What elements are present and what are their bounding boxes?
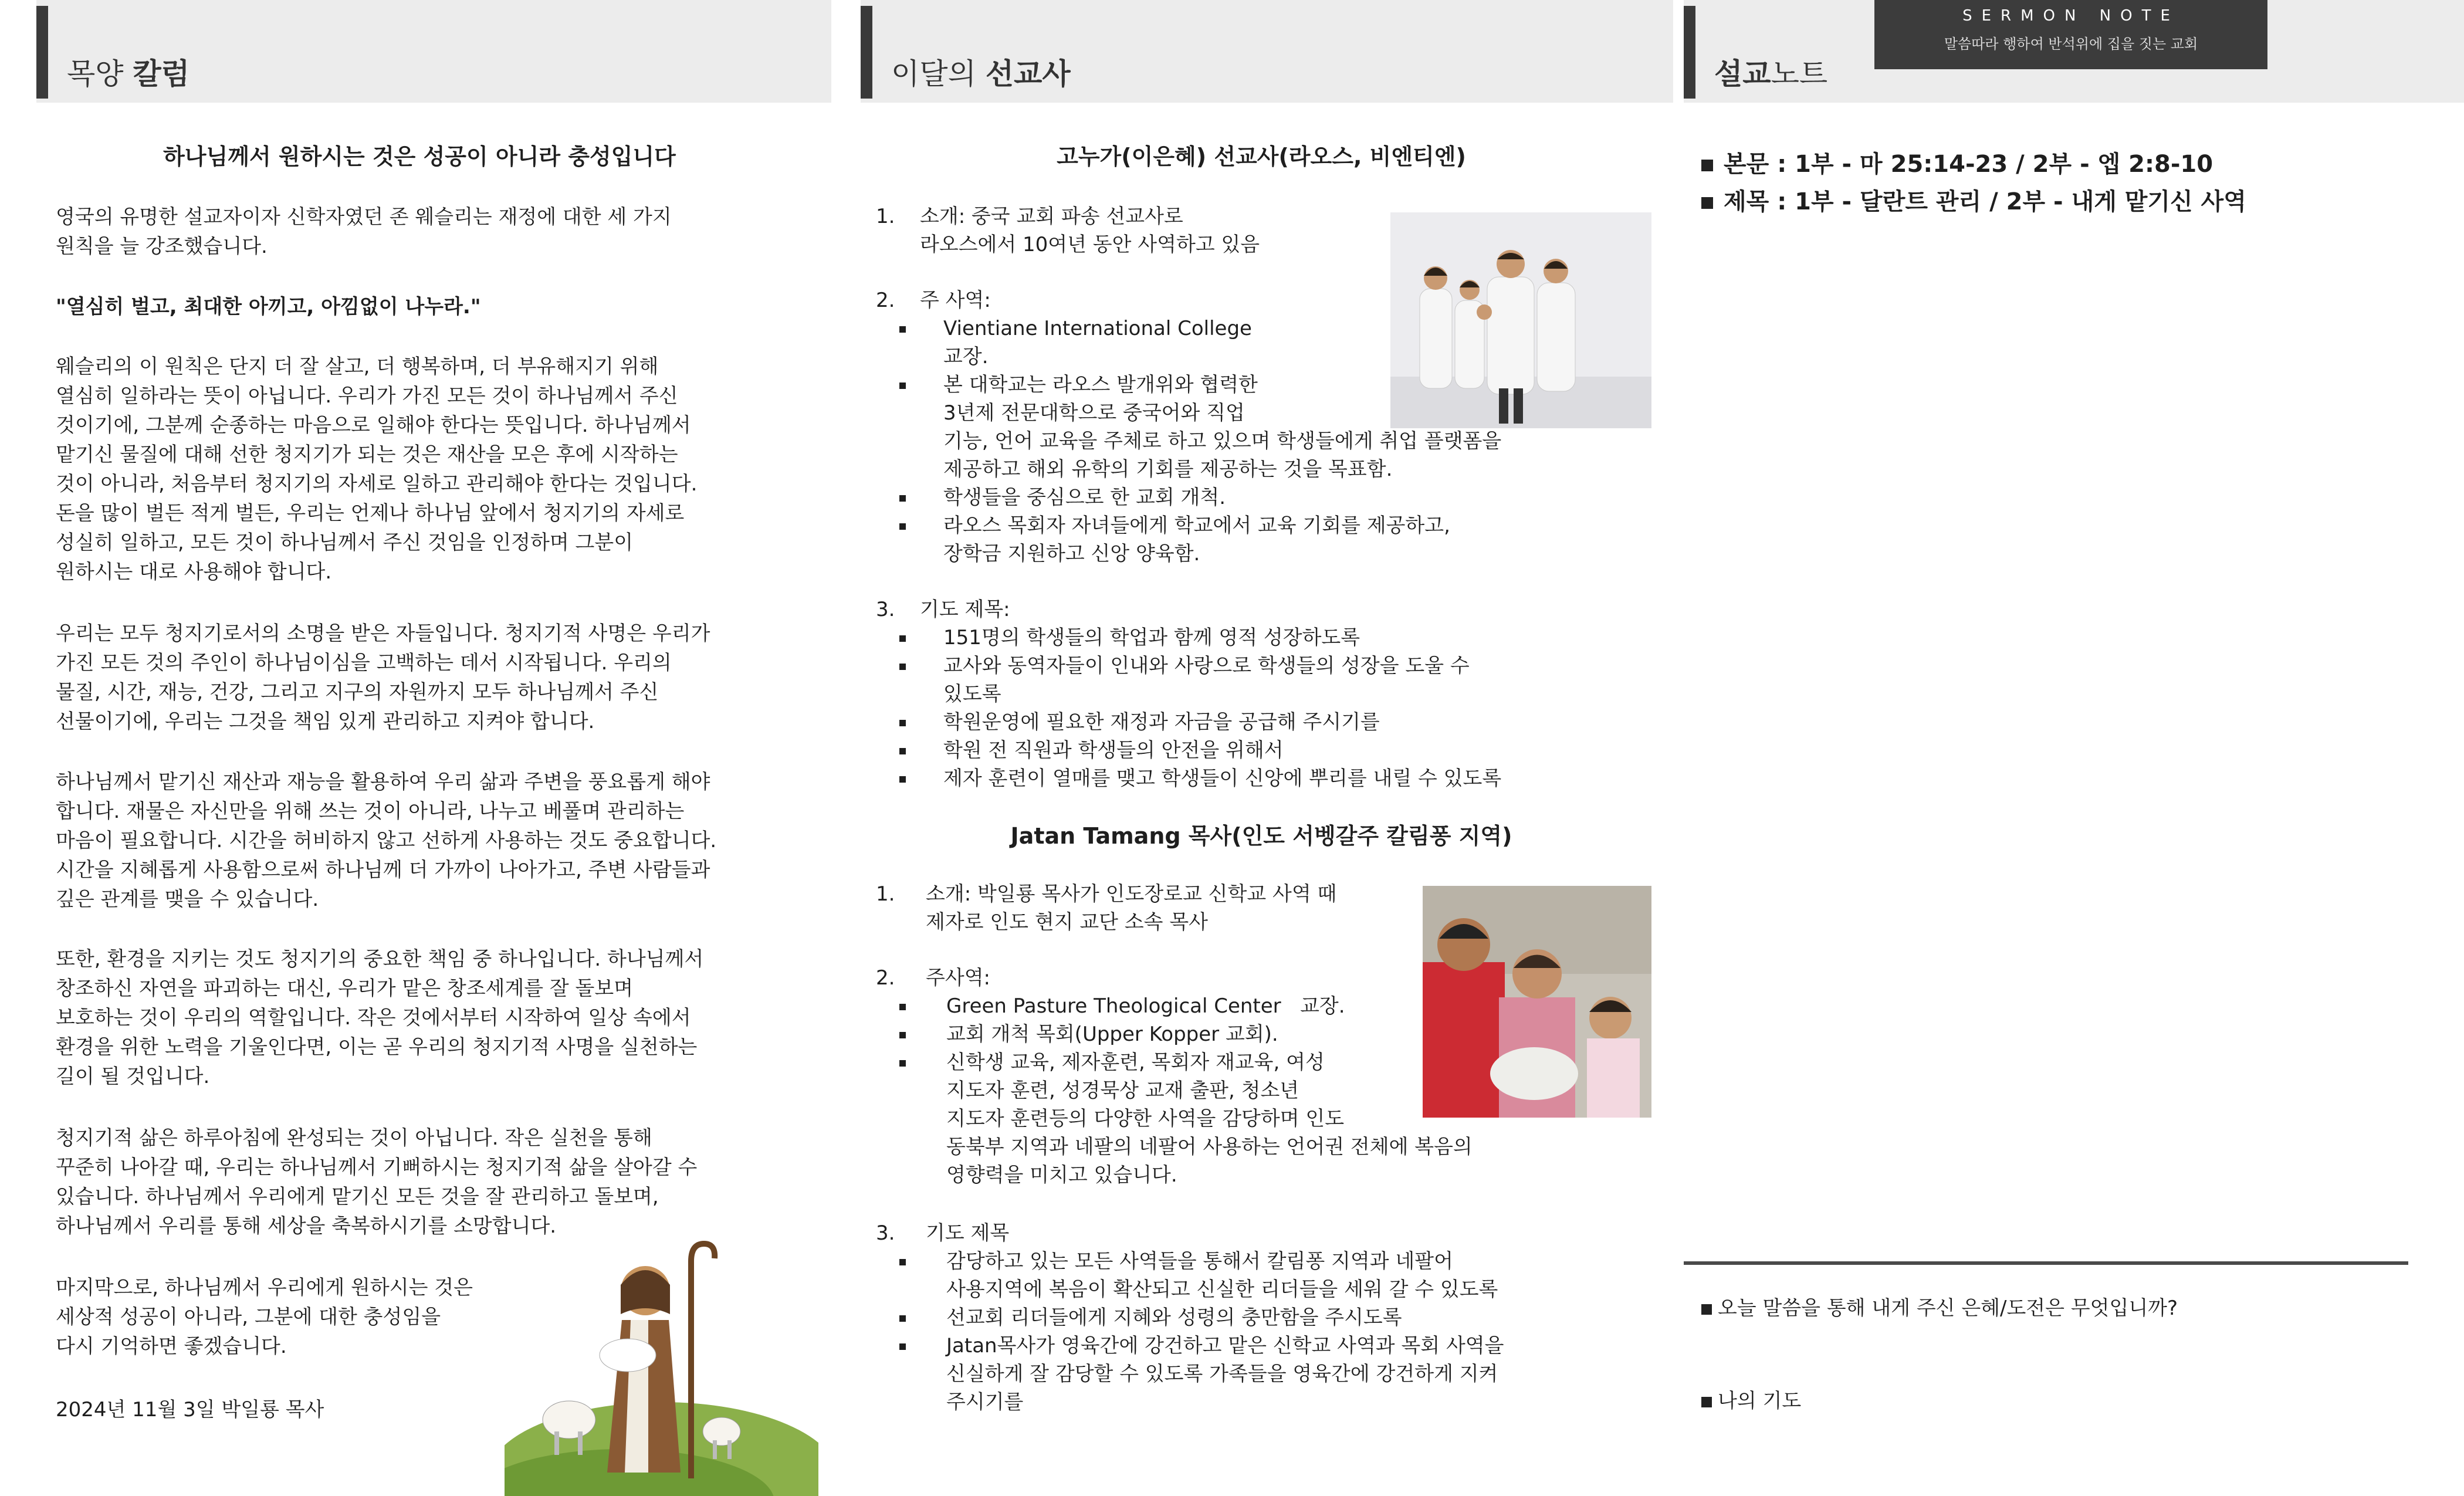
column-header-title: [67, 50, 189, 93]
sermon-title-line: [1701, 183, 2246, 221]
column-paragraph: 영국의 유명한 설교자이자 신학자였던 존 웨슬리는 재정에 대한 세 가지 원칙을 늘 강조했습니다.: [56, 205, 672, 258]
grace-question: [1701, 1292, 2178, 1321]
bullet-icon: [899, 1004, 906, 1010]
sermon-note-column: [1684, 0, 2464, 1496]
section-number: 1.: [876, 882, 895, 906]
bullet-icon: [899, 1315, 906, 1322]
grace-question-text: 오늘 말씀을 통해 내게 주신 은혜/도전은 무엇입니까?: [1718, 1297, 2178, 1320]
header-bar: [861, 6, 872, 99]
missionary2-work-title: 주사역:: [926, 966, 990, 990]
missionary1-work-item: Vientiane International College 교장.: [943, 317, 1252, 368]
pastoral-column: [0, 0, 830, 1496]
missionary1-work-item: 학생들을 중심으로 한 교회 개척.: [943, 486, 1226, 509]
header-bold-text: 칼럼: [133, 57, 190, 91]
missionary2-prayer-item: Jatan목사가 영육간에 강건하고 맡은 신학교 사역과 목회 사역을 신실하게 잘 감당할 수 있도록 가족들을 영육간에 강건하게 지켜 주시기를: [946, 1334, 1504, 1414]
sermon-text-value: 본문 : 1부 - 마 25:14-23 / 2부 - 엡 2:8-10: [1724, 151, 2213, 178]
my-prayer-label: [1701, 1385, 1801, 1413]
bullet-icon: [899, 495, 906, 502]
bullet-icon: [899, 326, 906, 333]
header-light-text: 이달의: [891, 57, 986, 91]
column-paragraph: 또한, 환경을 지키는 것도 청지기의 중요한 책임 중 하나입니다. 하나님께서 창조하신 자연을 파괴하는 대신, 우리가 맡은 창조세계를 잘 돌보며 보호하는 것이 우리의 역할입니다. 작은 것에서부터 시작하여 일상 속에서 환경을 위한 노력을 기울인다면, 이는 곧 우리의 청지기적 사명을 실천하는 길이 될 것입니다.: [56, 947, 704, 1088]
section-number: 3.: [876, 1221, 895, 1245]
missionary1-prayer-item: 제자 훈련이 열매를 맺고 학생들이 신앙에 뿌리를 내릴 수 있도록: [943, 767, 1502, 790]
section-number: 2.: [876, 289, 895, 312]
missionary2-work-item: 신학생 교육, 제자훈련, 목회자 재교육, 여성 지도자 훈련, 성경묵상 교재 출판, 청소년 지도자 훈련등의 다양한 사역을 감당하며 인도 동북부 지역과 네팔의 네팔어 사용하는 언어권 전체에 복음의 영향력을 미치고 있습니다.: [946, 1051, 1473, 1187]
wesley-quote: "열심히 벌고, 최대한 아끼고, 아낌없이 나누라.": [56, 295, 481, 319]
missionary2-heading: Jatan Tamang 목사(인도 서벵갈주 칼림퐁 지역): [1010, 823, 1512, 849]
missionary1-work-item: 본 대학교는 라오스 발개위와 협력한 3년제 전문대학으로 중국어와 직업 기능, 언어 교육을 주체로 하고 있으며 학생들에게 취업 플랫폼을 제공하고 해외 유학의 기회를 제공하는 것을 목표함.: [943, 373, 1502, 481]
column-header: [36, 0, 831, 103]
divider-rule: [1684, 1261, 2408, 1265]
missionary1-prayer-title: 기도 제목:: [920, 598, 1010, 621]
header-light-text: 목양: [67, 57, 133, 91]
missionary1-prayer-item: 학원운영에 필요한 재정과 자금을 공급해 주시기를: [943, 710, 1380, 734]
sermon-header-title: [1714, 50, 1827, 93]
bullet-icon: [899, 523, 906, 530]
missionary1-work-title: 주 사역:: [920, 289, 991, 312]
missionary1-prayer-item: 학원 전 직원과 학생들의 안전을 위해서: [943, 739, 1284, 762]
section-number: 1.: [876, 205, 895, 228]
bullet-icon: [899, 664, 906, 670]
column-paragraph: 하나님께서 맡기신 재산과 재능을 활용하여 우리 삶과 주변을 풍요롭게 해야 합니다. 재물은 자신만을 위해 쓰는 것이 아니라, 나누고 베풀며 관리하는 마음이 필요합니다. 시간을 허비하지 않고 선하게 사용하는 것도 중요합니다. 시간을 지혜롭게 사용함으로써 하나님께 더 가까이 나아가고, 주변 사람들과 깊은 관계를 맺을 수 있습니다.: [56, 770, 717, 911]
sermon-header: [1684, 0, 2464, 103]
missionary2-work-item: Green Pasture Theological Center 교장.: [946, 994, 1345, 1018]
my-prayer-text: 나의 기도: [1718, 1389, 1802, 1413]
missionary1-family-photo: [1390, 212, 1651, 428]
header-bold-text: 설교: [1714, 57, 1771, 91]
missionary2-prayer-item: 감당하고 있는 모든 사역들을 통해서 칼림퐁 지역과 네팔어 사용지역에 복음이 확산되고 신실한 리더들을 세워 갈 수 있도록: [946, 1250, 1498, 1301]
missionary1-heading: 고누가(이은혜) 선교사(라오스, 비엔티엔): [1057, 144, 1466, 170]
missionary2-intro: 소개: 박일룡 목사가 인도장로교 신학교 사역 때 제자로 인도 현지 교단 소속 목사: [926, 882, 1337, 934]
church-motto: 말씀따라 행하여 반석위에 집을 짓는 교회: [1944, 36, 2198, 52]
missionary2-work-item: 교회 개척 목회(Upper Kopper 교회).: [946, 1023, 1278, 1046]
sermon-title-value: 제목 : 1부 - 달란트 관리 / 2부 - 내게 맡기신 사역: [1724, 188, 2246, 215]
header-bold-text: 선교사: [985, 57, 1071, 91]
header-bar: [36, 6, 48, 99]
missionary-header-title: [891, 50, 1071, 93]
section-number: 3.: [876, 598, 895, 621]
sermon-text-line: [1701, 145, 2213, 183]
sermon-note-brand: SERMON NOTE: [1962, 7, 2179, 25]
bullet-icon: [899, 635, 906, 642]
missionary2-family-photo: [1423, 886, 1651, 1118]
column-paragraph: 청지기적 삶은 하루아침에 완성되는 것이 아닙니다. 작은 실천을 통해 꾸준히 나아갈 때, 우리는 하나님께서 기뻐하시는 청지기적 삶을 살아갈 수 있습니다. 하나님께서 우리에게 맡기신 모든 것을 잘 관리하고 돌보며, 하나님께서 우리를 통해 세상을 축복하시기를 소망합니다.: [56, 1126, 698, 1238]
section-number: 2.: [876, 966, 895, 990]
bullet-icon: [899, 1032, 906, 1038]
bullet-icon: [899, 748, 906, 754]
missionary2-prayer-item: 선교회 리더들에게 지혜와 성령의 충만함을 주시도록: [946, 1306, 1402, 1329]
square-bullet-icon: [1701, 1397, 1712, 1407]
header-bar: [1684, 6, 1695, 99]
missionary-header: [861, 0, 1673, 103]
bullet-icon: [899, 383, 906, 389]
column-paragraph: 마지막으로, 하나님께서 우리에게 원하시는 것은 세상적 성공이 아니라, 그분에 대한 충성임을 다시 기억하면 좋겠습니다.: [56, 1276, 473, 1358]
bullet-icon: [899, 1259, 906, 1265]
square-bullet-icon: [1701, 160, 1713, 171]
bullet-icon: [899, 776, 906, 783]
bullet-icon: [899, 720, 906, 726]
shepherd-illustration: [505, 1226, 818, 1496]
column-signature: 2024년 11월 3일 박일룡 목사: [56, 1398, 324, 1421]
column-paragraph: 웨슬리의 이 원칙은 단지 더 잘 살고, 더 행복하며, 더 부유해지기 위해 열심히 일하라는 뜻이 아닙니다. 우리가 가진 모든 것이 하나님께서 주신 것이기에, 그분께 순종하는 마음으로 일해야 한다는 뜻입니다. 하나님께서 맡기신 물질에 대해 선한 청지기가 되는 것은 재산을 모은 후에 시작하는 것이 아니라, 처음부터 청지기의 자세로 일하고 관리해야 한다는 것입니다. 돈을 많이 벌든 적게 벌든, 우리는 언제나 하나님 앞에서 청지기의 자세로 성실히 일하고, 모든 것이 하나님께서 주신 것임을 인정하며 그분이 원하시는 대로 사용해야 합니다.: [56, 355, 698, 584]
square-bullet-icon: [1701, 1304, 1712, 1315]
missionary1-prayer-item: 151명의 학생들의 학업과 함께 영적 성장하도록: [943, 626, 1360, 649]
missionary1-prayer-item: 교사와 동역자들이 인내와 사랑으로 학생들의 성장을 도울 수 있도록: [943, 654, 1470, 706]
missionary2-prayer-title: 기도 제목: [926, 1221, 1010, 1245]
column-title: 하나님께서 원하시는 것은 성공이 아니라 충성입니다: [163, 144, 676, 170]
missionary-column: [830, 0, 1684, 1496]
bullet-icon: [899, 1343, 906, 1350]
missionary1-intro: 소개: 중국 교회 파송 선교사로 라오스에서 10여년 동안 사역하고 있음: [920, 205, 1260, 256]
square-bullet-icon: [1701, 197, 1713, 209]
column-paragraph: 우리는 모두 청지기로서의 소명을 받은 자들입니다. 청지기적 사명은 우리가 가진 모든 것의 주인이 하나님이심을 고백하는 데서 시작됩니다. 우리의 물질, 시간, 재능, 건강, 그리고 지구의 자원까지 모두 하나님께서 주신 선물이기에, 우리는 그것을 책임 있게 관리하고 지켜야 합니다.: [56, 622, 710, 733]
bullet-icon: [899, 1060, 906, 1067]
sermon-note-banner: [1874, 0, 2267, 69]
missionary1-work-item: 라오스 목회자 자녀들에게 학교에서 교육 기회를 제공하고, 장학금 지원하고 신앙 양육함.: [943, 514, 1450, 566]
header-light-text: 노트: [1771, 57, 1828, 91]
